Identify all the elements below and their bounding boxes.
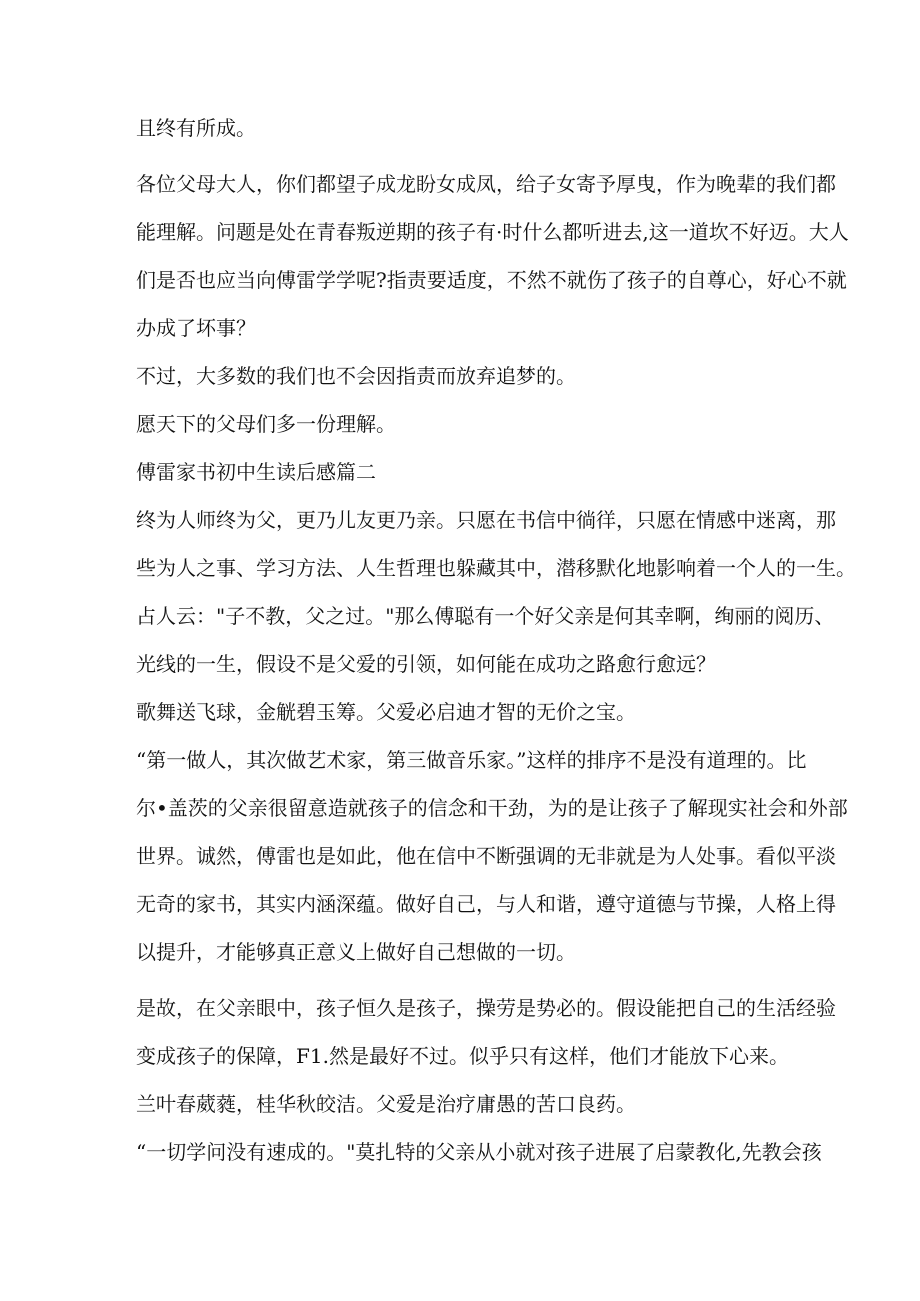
paragraph-3 (136, 352, 796, 400)
text-line: 占人云："子不教，父之过。"那么傅聪有一个好父亲是何其幸啊，绚丽的阅历、 (136, 604, 835, 628)
paragraph-2 (136, 160, 849, 352)
text-line: 些为人之事、学习方法、人生哲理也躲藏其中，潜移默化地影响着一个人的一生。 (136, 556, 856, 580)
text-line: 傅雷家书初中生读后感篇二 (136, 460, 376, 484)
text-line: 各位父母大人，你们都望子成龙盼女成凤，给子女寄予厚曳，作为晚辈的我们都 (136, 172, 836, 196)
paragraph-4 (136, 400, 796, 448)
text-line: 且终有所成。 (136, 116, 256, 140)
text-line: 以提升，才能够真正意义上做好自己想做的一切。 (136, 940, 576, 964)
text-line: 歌舞送飞球，金觥碧玉筹。父爱必启迪才智的无价之宝。 (136, 700, 636, 724)
text-line: 无奇的家书，其实内涵深蕴。做好自己，与人和谐，遵守道德与节操，人格上得 (136, 892, 836, 916)
text-line: 愿天下的父母们多一份理解。 (136, 412, 396, 436)
paragraph-11 (136, 1128, 822, 1176)
text-line: “第一做人，其次做艺术家，第三做音乐家。”这样的排序不是没有道理的。比 (136, 748, 807, 772)
paragraph-1 (136, 104, 796, 152)
text-line: 不过，大多数的我们也不会因指责而放弃追梦的。 (136, 364, 576, 388)
text-line: 光线的一生，假设不是父爱的引领，如何能在成功之路愈行愈远？ (136, 652, 716, 676)
text-line: “一切学问没有速成的。"莫扎特的父亲从小就对孩子进展了启蒙教化,先教会孩 (136, 1140, 822, 1164)
text-line: 兰叶春葳蕤，桂华秋皎洁。父爱是治疗庸愚的苦口良药。 (136, 1092, 636, 1116)
text-line: 是故，在父亲眼中，孩子恒久是孩子，操劳是势必的。假设能把自己的生活经验 (136, 996, 836, 1020)
paragraph-7 (136, 688, 796, 736)
text-line: 能理解。问题是处在青春叛逆期的孩子有·时什么都听进去,这一道坎不好迈。大人 (136, 220, 849, 244)
text-line: 终为人师终为父，更乃儿友更乃亲。只愿在书信中徜徉，只愿在情感中迷离，那 (136, 508, 836, 532)
text-line: 变成孩子的保障，F1.然是最好不过。似乎只有这样，他们才能放下心来。 (136, 1044, 789, 1068)
paragraph-6 (136, 496, 856, 688)
text-line: 们是否也应当向傅雷学学呢?指责要适度，不然不就伤了孩子的自尊心，好心不就 (136, 268, 847, 292)
text-line: 办成了坏事？ (136, 316, 256, 340)
section-heading (136, 448, 796, 496)
text-line: 世界。诚然，傅雷也是如此，他在信中不断强调的无非就是为人处事。看似平淡 (136, 844, 836, 868)
paragraph-10 (136, 1080, 796, 1128)
paragraph-9 (136, 984, 836, 1080)
paragraph-8 (136, 736, 848, 976)
text-line: 尔•盖茨的父亲很留意造就孩子的信念和干劲，为的是让孩子了解现实社会和外部 (136, 796, 848, 820)
